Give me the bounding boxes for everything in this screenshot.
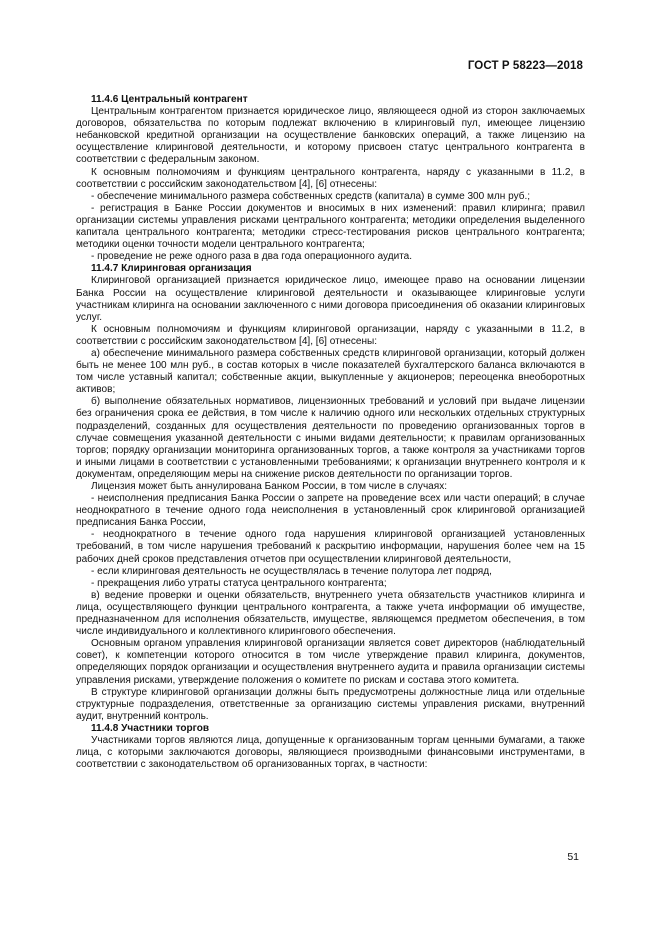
paragraph: К основным полномочиям и функциям центрального контрагента, наряду с указанными в 11.2, в соответствии с российским законодательством [4], [6] отнесены: — [76, 166, 585, 190]
paragraph: Основным органом управления клиринговой организации является совет директоров (наблюдательный совет), к компетенции которого относится в том числе утверждение правил клиринга, документов, определяющих порядок организации и осуществления внутреннего аудита и правила организации системы управления рисками, утверждение положения о комитете по рискам и состава этого комитета. — [76, 638, 585, 686]
list-item: - прекращения либо утраты статуса центрального контрагента; — [91, 577, 387, 589]
list-item: а) обеспечение минимального размера собственных средств клиринговой организации, который должен быть не менее 100 млн руб., в состав которых в числе показателей бухгалтерского баланса включаются в том числе уставный капитал; собственные акции, выкупленные у акционеров; переоценка внеоборотных активов; — [76, 347, 585, 396]
section-heading: 11.4.6 Центральный контрагент — [91, 94, 248, 105]
list-item: б) выполнение обязательных нормативов, лицензионных требований и условий при выдаче лицензии без ограничения срока ее действия, в том числе к наличию одного или нескольких отдельных структурных подразделений, созданных для осуществления деятельности по проведению организованных торгов в случае совмещения указанной деятельности с иными видами деятельности; к правилам организованных торгов; порядку организации мониторинга организованных торгов, а также контроля за участниками торгов и иными лицами в соответствии с установленными требованиями; к организации внутреннего контроля и к документам, определяющим меры на снижение рисков деятельности по организации торгов. — [76, 396, 585, 480]
list-item: - обеспечение минимального размера собственных средств (капитала) в сумме 300 млн руб.; — [91, 190, 531, 202]
list-item: - неисполнения предписания Банка России о запрете на проведение всех или части операций; в случае неоднократного в течение одного года неисполнения в установленный срок клиринговой организацией предписания Банка России, — [76, 493, 585, 529]
section-heading: 11.4.8 Участники торгов — [91, 722, 210, 734]
page-number: 51 — [567, 851, 579, 863]
list-item: - проведение не реже одного раза в два года операционного аудита. — [91, 251, 413, 263]
paragraph: К основным полномочиям и функциям клиринговой организации, наряду с указанными в 11.2, в соответствии с российским законодательством [4], [6] отнесены: — [76, 323, 585, 347]
document-code: ГОСТ Р 58223—2018 — [467, 60, 583, 72]
paragraph: Участниками торгов являются лица, допущенные к организованным торгам ценными бумагами, а также лица, с которыми заключаются договоры, являющиеся производными финансовыми инструментами, в соответствии с законодательством об организованных торгах, в частности: — [76, 734, 585, 771]
paragraph: Центральным контрагентом признается юридическое лицо, являющееся одной из сторон заключаемых договоров, обязательства по которым подлежат включению в клиринговый пул, имеющее лицензию небанковской кредитной организации на осуществление банковских операций, а также лицензию на осуществление клиринговой деятельности, и которому присвоен статус центрального контрагента в соответствии с федеральным законом. — [76, 106, 585, 166]
section-heading: 11.4.7 Клиринговая организация — [91, 263, 252, 275]
paragraph: Лицензия может быть аннулирована Банком России, в том числе в случаях: — [91, 481, 448, 492]
list-item: - если клиринговая деятельность не осуществлялась в течение полутора лет подряд, — [91, 565, 492, 577]
list-item: - регистрация в Банке России документов и вносимых в них изменений: правил клиринга; правил организации системы управления рисками центрального контрагента; методики определения выделенного капитала центрального контрагента; методики стресс-тестирования рисков центрального контрагента; методики оценки точности модели центрального контрагента; — [76, 202, 585, 251]
document-body — [76, 94, 585, 771]
list-item: в) ведение проверки и оценки обязательств, внутреннего учета обязательств участников клиринга и лица, осуществляющего функции центрального контрагента, а также учета информации об имуществе, предназначенном для исполнения обязательств, имуществе, являющемся предметом обеспечения, в том числе индивидуального и коллективного клирингового обеспечения. — [76, 589, 585, 638]
paragraph: В структуре клиринговой организации должны быть предусмотрены должностные лица или отдельные структурные подразделения, ответственные за организацию системы управления рисками, внутренний аудит, внутренний контроль. — [76, 686, 585, 722]
list-item: - неоднократного в течение одного года нарушения клиринговой организацией установленных требований, в том числе нарушения требований к раскрытию информации, нарушения более чем на 15 рабочих дней сроков представления отчетов при осуществлении клиринговой деятельности, — [76, 529, 585, 565]
paragraph: Клиринговой организацией признается юридическое лицо, имеющее право на основании лицензии Банка России на осуществление клиринговой деятельности и оказывающее клиринговые услуги участникам клиринга на основании заключенного с ними договора присоединения об оказании клиринговых услуг. — [76, 275, 585, 323]
